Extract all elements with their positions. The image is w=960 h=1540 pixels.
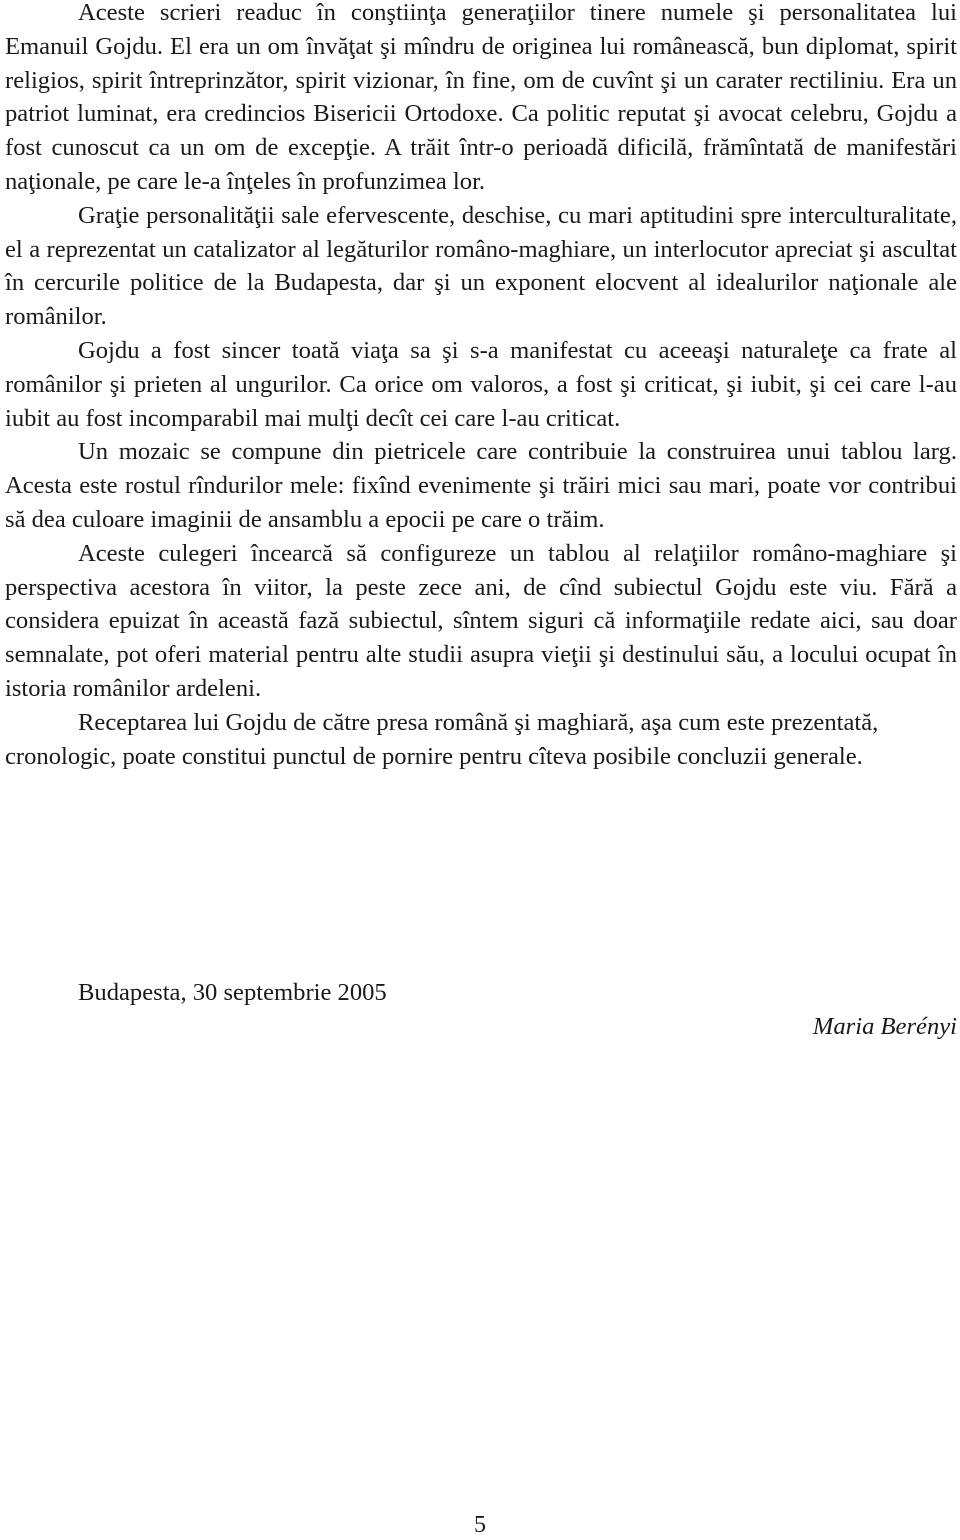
page-number: 5 [474, 1512, 486, 1538]
paragraph-5: Aceste culegeri încearcă să configureze un tablou al relaţiilor româno-maghiare şi perspectiva acestora în viitor, la peste zece ani, de cînd subiectul Gojdu este viu. Fără a considera epuizat în această fază subiectul, sîntem siguri că informaţiile redate aici, sau doar semnalate, pot oferi material pentru alte studii asupra vieţii şi destinului său, a locului ocupat în istoria românilor ardeleni. [5, 539, 957, 702]
paragraph-4: Un mozaic se compune din pietricele care contribuie la construirea unui tablou larg. Acesta este rostul rîndurilor mele: fixînd evenimente şi trăiri mici sau mari, poate vor contribui să dea culoare imaginii de ansamblu a epocii pe care o trăim. [5, 438, 957, 533]
place-and-date: Budapesta, 30 septembrie 2005 [78, 979, 387, 1006]
author-signature: Maria Berényi [812, 1013, 957, 1040]
document-body [5, 0, 957, 773]
paragraph-1: Aceste scrieri readuc în conştiinţa generaţiilor tinere numele şi personalitatea lui Emanuil Gojdu. El era un om învăţat şi mîndru de originea lui românească, bun diplomat, spirit religios, spirit întreprinzător, spirit vizionar, în fine, om de cuvînt şi un carater rectiliniu. Era un patriot luminat, era credincios Bisericii Ortodoxe. Ca politic reputat şi avocat celebru, Gojdu a fost cunoscut ca un om de excepţie. A trăit într-o perioadă dificilă, frămîntată de manifestări naţionale, pe care le-a înţeles în profunzimea lor. [5, 0, 957, 195]
paragraph-6: Receptarea lui Gojdu de către presa română şi maghiară, aşa cum este prezentată, cronologic, poate constitui punctul de pornire pentru cîteva posibile concluzii generale. [5, 708, 879, 770]
paragraph-3: Gojdu a fost sincer toată viaţa sa şi s-a manifestat cu aceeaşi naturaleţe ca frate al românilor şi prieten al ungurilor. Ca orice om valoros, a fost şi criticat, şi iubit, şi cei care l-au iubit au fost incomparabil mai mulţi decît cei care l-au criticat. [5, 336, 957, 432]
paragraph-2: Graţie personalităţii sale efervescente, deschise, cu mari aptitudini spre interculturalitate, el a reprezentat un catalizator al legăturilor româno-maghiare, un interlocutor apreciat şi ascultat în cercurile politice de la Budapesta, dar şi un exponent elocvent al idealurilor naţionale ale românilor. [5, 201, 957, 331]
